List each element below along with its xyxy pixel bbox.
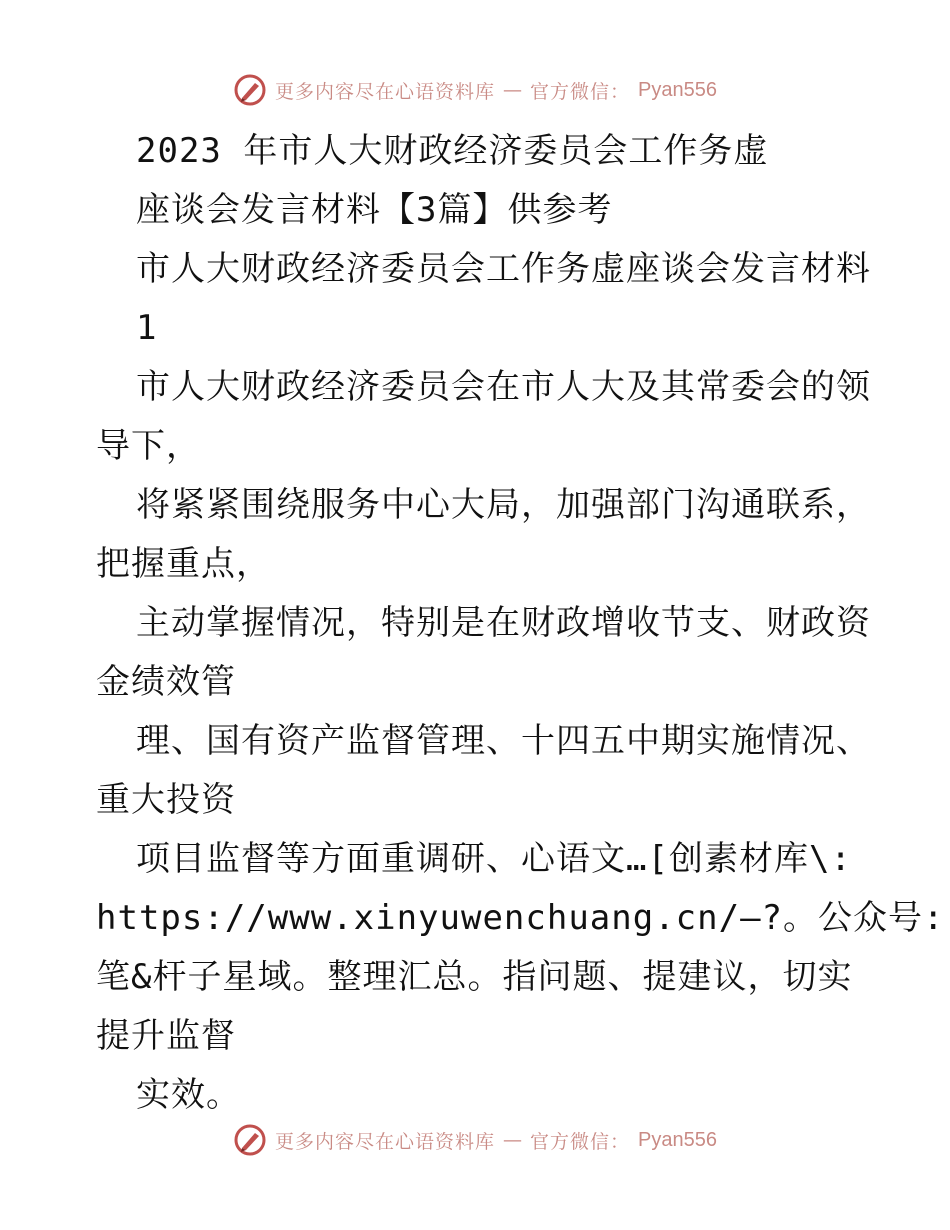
text-line: 理、国有资产监督管理、十四五中期实施情况、	[136, 721, 871, 761]
text-line: 提升监督	[96, 1016, 236, 1056]
text-line: 1	[136, 308, 158, 348]
text-line: 实效。	[136, 1075, 241, 1115]
text-line: 座谈会发言材料【3篇】供参考	[136, 190, 613, 230]
banner-handle: Pyan556	[638, 78, 717, 101]
text-line: 2023 年市人大财政经济委员会工作务虚	[136, 131, 769, 171]
text-line: 重大投资	[96, 780, 236, 820]
text-line: 把握重点，	[96, 544, 271, 584]
banner-wechat-label: 官方微信：	[530, 80, 631, 103]
text-line: 将紧紧围绕服务中心大局，加强部门沟通联系，	[136, 485, 871, 525]
pen-logo-icon	[233, 1123, 267, 1157]
pen-logo-icon	[233, 73, 267, 107]
text-line: https://www.xinyuwenchuang.cn/—?。公众号:	[96, 898, 945, 938]
text-line: 笔&杆子星域。整理汇总。指问题、提建议，切实	[96, 957, 853, 997]
text-line: 主动掌握情况，特别是在财政增收节支、财政资	[136, 603, 871, 643]
document-body	[96, 122, 945, 1125]
text-line: 导下，	[96, 426, 201, 466]
banner-handle: Pyan556	[638, 1128, 717, 1151]
text-line: 市人大财政经济委员会在市人大及其常委会的领	[136, 367, 871, 407]
text-line: 市人大财政经济委员会工作务虚座谈会发言材料	[136, 249, 871, 289]
text-line: 金绩效管	[96, 662, 236, 702]
banner-separator: —	[503, 79, 523, 101]
header-banner	[0, 70, 950, 110]
banner-text: 更多内容尽在心语资料库	[275, 1130, 496, 1153]
banner-text: 更多内容尽在心语资料库	[275, 80, 496, 103]
footer-banner	[0, 1120, 950, 1160]
banner-wechat-label: 官方微信：	[530, 1130, 631, 1153]
banner-separator: —	[503, 1129, 523, 1151]
text-line: 项目监督等方面重调研、心语文…[创素材库\:	[136, 839, 852, 879]
